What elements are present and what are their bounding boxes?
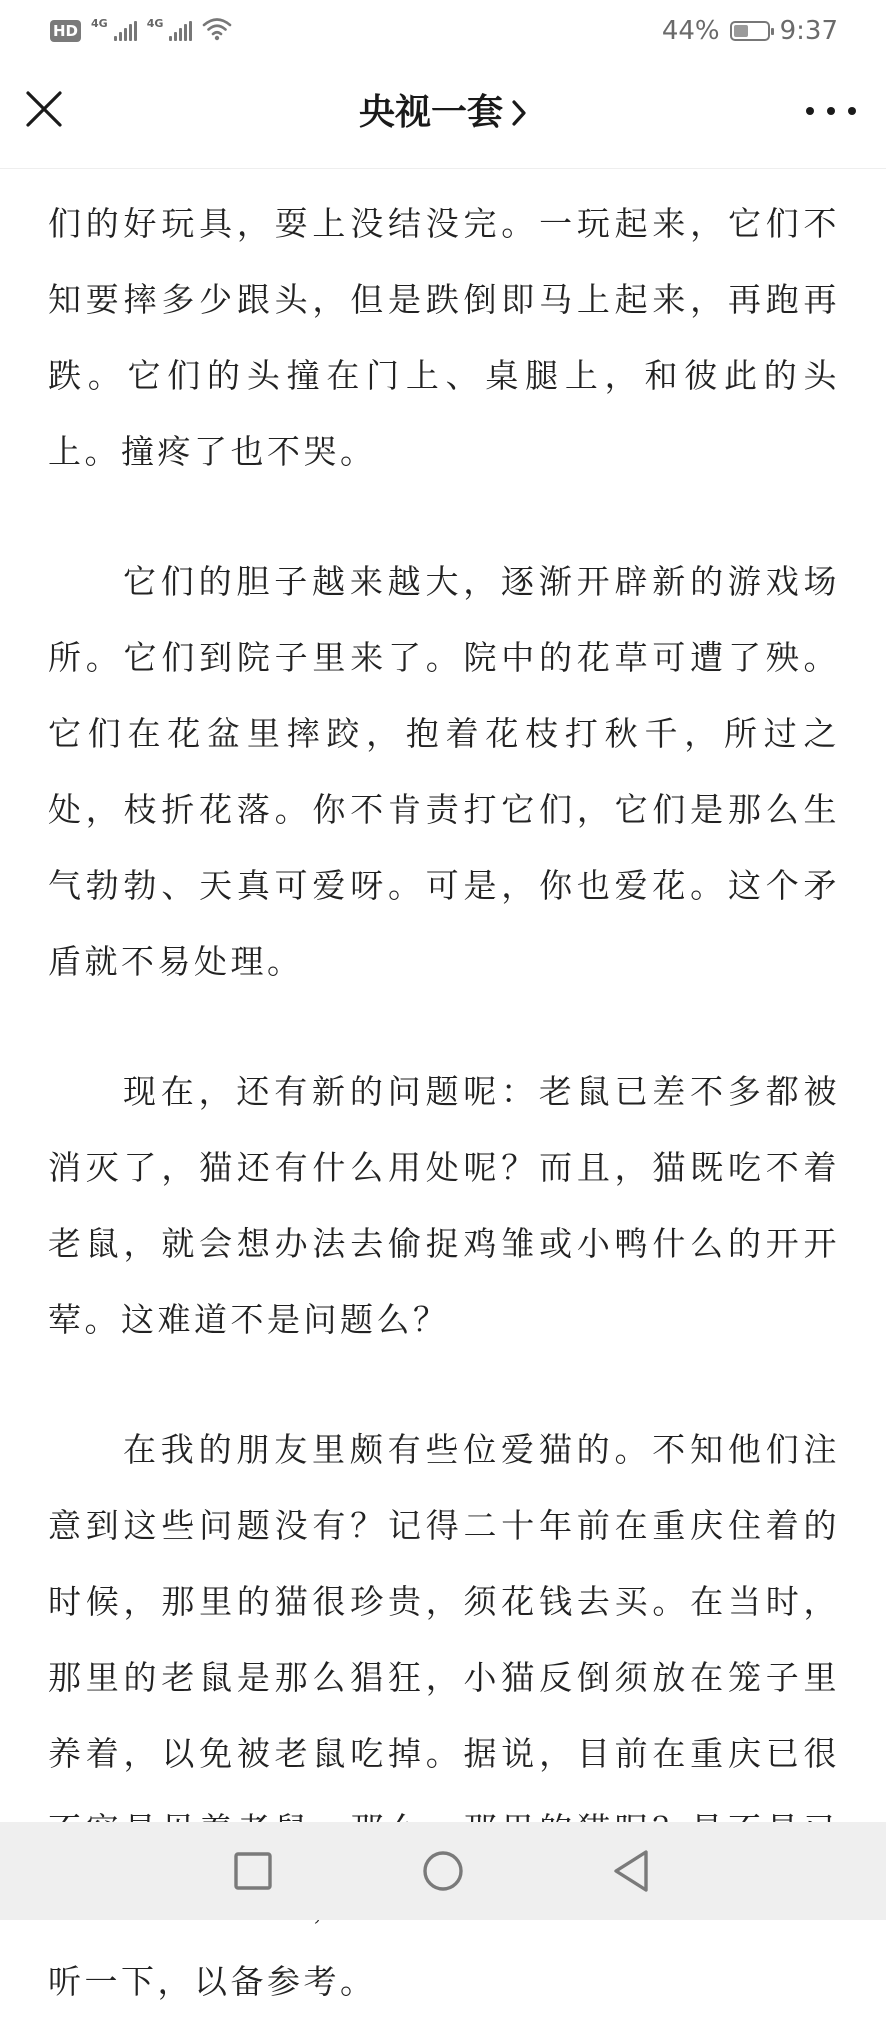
- back-button[interactable]: [606, 1846, 656, 1896]
- chevron-right-icon: [511, 98, 527, 128]
- title-wrap: [0, 88, 886, 138]
- account-title-button[interactable]: [359, 88, 527, 138]
- home-circle-icon: [418, 1846, 468, 1896]
- article-paragraph: 们的好玩具，耍上没结没完。一玩起来，它们不知要摔多少跟头，但是跌倒即马上起来，再跑再跌。它们的头撞在门上、桌腿上，和彼此的头上。撞疼了也不哭。: [48, 204, 840, 471]
- navigation-bar: [0, 1822, 886, 1920]
- more-icon-dot: [806, 107, 814, 115]
- page-title: 央视一套: [358, 92, 503, 133]
- article-paragraph: 它们的胆子越来越大，逐渐开辟新的游戏场所。它们到院子里来了。院中的花草可遭了殃。它们在花盆里摔跤，抱着花枝打秋千，所过之处，枝折花落。你不肯责打它们，它们是那么生气勃勃、天真可爱呀。可是，你也爱花。这个矛盾就不易处理。: [48, 562, 840, 981]
- back-triangle-icon: [606, 1846, 656, 1896]
- article-paragraph: 在我的朋友里颇有些位爱猫的。不知他们注意到这些问题没有？记得二十年前在重庆住着的时候，那里的猫很珍贵，须花钱去买。在当时，那里的老鼠是那么猖狂，小猫反倒须放在笼子里养着，以免被老鼠吃掉。据说，目前在重庆已很 听一下，以备参考。: [48, 1430, 840, 2001]
- battery-percent: 44%: [661, 16, 720, 46]
- recents-square-icon: [228, 1846, 278, 1896]
- status-right: [662, 12, 838, 50]
- recents-button[interactable]: [228, 1846, 278, 1896]
- status-left: [50, 14, 232, 48]
- article-paragraph: 现在，还有新的问题呢：老鼠已差不多都被消灭了，猫还有什么用处呢？而且，猫既吃不着老鼠，就会想办法去偷捉鸡雏或小鸭什么的开开荤。这难道不是问题么？: [48, 1072, 840, 1339]
- battery-icon: [730, 21, 770, 41]
- home-button[interactable]: [418, 1846, 468, 1896]
- more-button[interactable]: [806, 96, 856, 126]
- more-icon-dot: [848, 107, 856, 115]
- header: [0, 62, 886, 169]
- battery-fill: [734, 25, 748, 37]
- signal-icon: [114, 21, 137, 41]
- signal-icon: [169, 21, 192, 41]
- hd-icon: HD: [50, 20, 81, 42]
- status-bar: [0, 0, 886, 62]
- clock: 9:37: [779, 16, 838, 46]
- more-icon-dot: [827, 107, 835, 115]
- network-type-label: 4G: [146, 17, 164, 30]
- article-body: [48, 186, 840, 2001]
- wifi-icon: [202, 17, 232, 45]
- network-type-label: 4G: [91, 17, 108, 30]
